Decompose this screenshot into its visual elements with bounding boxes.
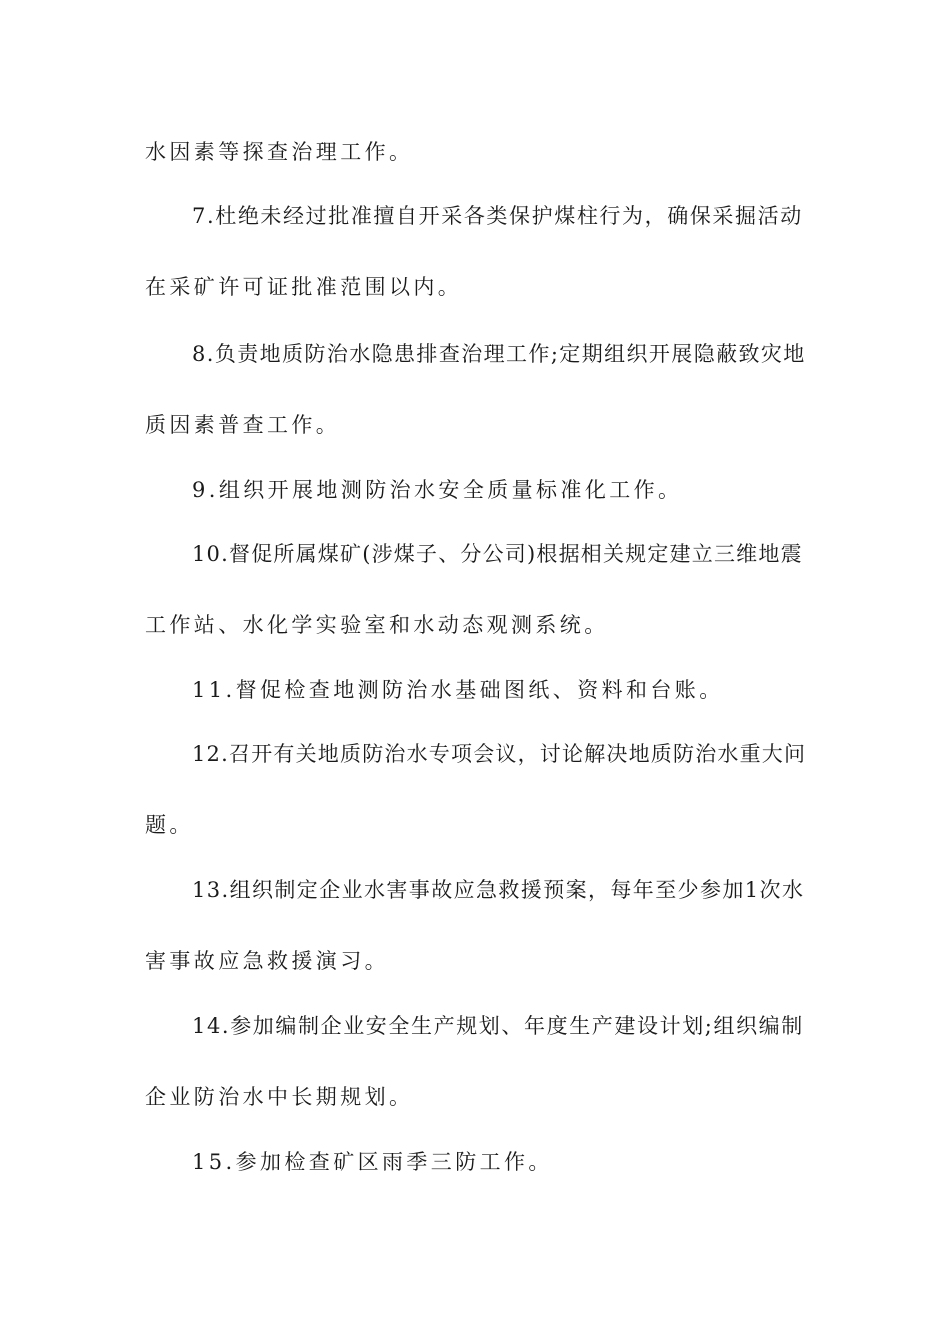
paragraph-8: 8.负责地质防治水隐患排查治理工作;定期组织开展隐蔽致灾地	[192, 342, 806, 366]
paragraph-12-continuation: 题。	[145, 813, 194, 837]
paragraph-7: 7.杜绝未经过批准擅自开采各类保护煤柱行为，确保采掘活动	[192, 204, 803, 228]
paragraph-14-continuation: 企业防治水中长期规划。	[145, 1085, 414, 1109]
paragraph-11: 11.督促检查地测防治水基础图纸、资料和台账。	[192, 678, 724, 702]
paragraph-7-continuation: 在采矿许可证批准范围以内。	[145, 275, 463, 299]
paragraph-14: 14.参加编制企业安全生产规划、年度生产建设计划;组织编制	[192, 1014, 804, 1038]
paragraph-10: 10.督促所属煤矿(涉煤子、分公司)根据相关规定建立三维地震	[192, 542, 803, 566]
paragraph-13: 13.组织制定企业水害事故应急救援预案，每年至少参加1次水	[192, 878, 805, 902]
paragraph-12: 12.召开有关地质防治水专项会议，讨论解决地质防治水重大问	[192, 742, 807, 766]
paragraph-6-continuation: 水因素等探查治理工作。	[145, 140, 414, 164]
paragraph-13-continuation: 害事故应急救援演习。	[145, 949, 389, 973]
paragraph-8-continuation: 质因素普查工作。	[145, 413, 341, 437]
paragraph-10-continuation: 工作站、水化学实验室和水动态观测系统。	[145, 613, 609, 637]
paragraph-15: 15.参加检查矿区雨季三防工作。	[192, 1150, 553, 1174]
paragraph-9: 9.组织开展地测防治水安全质量标准化工作。	[192, 478, 683, 502]
